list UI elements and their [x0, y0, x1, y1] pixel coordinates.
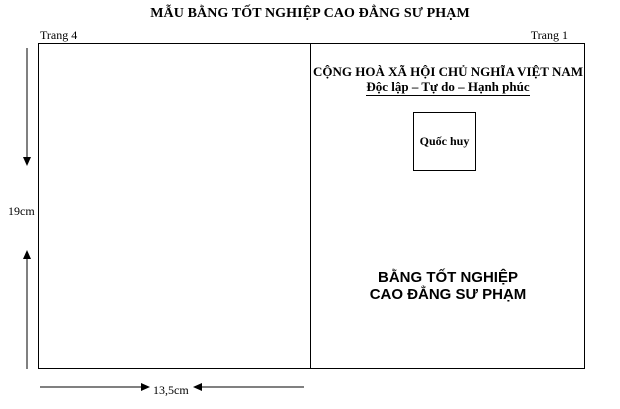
degree-title-line1: BẰNG TỐT NGHIỆP: [377, 269, 518, 286]
width-arrow-right-icon: [40, 383, 150, 391]
height-arrow-down-icon: [23, 48, 31, 166]
motto-text: Độc lập – Tự do – Hạnh phúc: [366, 79, 530, 94]
page-label-right: Trang 1: [530, 28, 568, 42]
nation-header: CỘNG HOÀ XÃ HỘI CHỦ NGHĨA VIỆT NAM: [312, 64, 584, 79]
degree-title-line2: CAO ĐẲNG SƯ PHẠM: [369, 286, 527, 303]
width-dimension-label: 13,5cm: [153, 383, 189, 397]
height-arrow-up-icon: [23, 250, 31, 369]
width-arrow-left-icon: [193, 383, 304, 391]
page-label-left: Trang 4: [40, 28, 78, 42]
height-dimension-label: 19cm: [8, 204, 35, 218]
page-title: MẪU BẰNG TỐT NGHIỆP CAO ĐẲNG SƯ PHẠM: [150, 6, 470, 21]
emblem-label: Quốc huy: [419, 134, 470, 148]
